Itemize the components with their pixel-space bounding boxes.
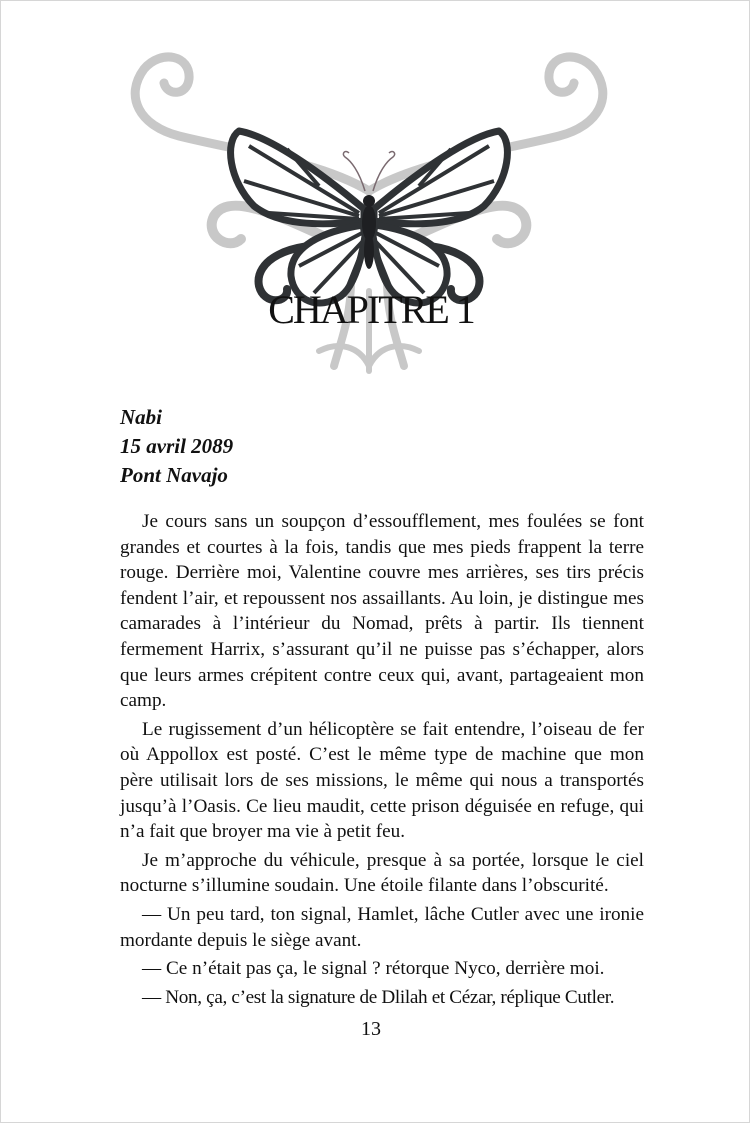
paragraph: Je cours sans un soupçon d’essoufflement, mes foulées se font grandes et courtes à la fois, tandis que mes pieds frappent la terre rouge. Derrière moi, Valentine couvre mes arrières, ses tirs précis fendent l’air, et repoussent nos assaillants. Au loin, je distingue mes camarades à l’intérieur du Nomad, prêts à partir. Ils tiennent fermement Harrix, s’assurant qu’il ne puisse pas s’échapper, alors que leurs armes crépitent contre ceux qui, avant, partageaient mon camp.: [120, 511, 644, 712]
chapter-location: Pont Navajo: [120, 463, 228, 487]
page-number: 13: [361, 1018, 381, 1040]
chapter-date: 15 avril 2089: [120, 434, 234, 458]
dialogue-line: — Ce n’était pas ça, le signal ? rétorque Nyco, derrière moi.: [142, 958, 605, 980]
paragraph: Je m’approche du véhicule, presque à sa portée, lorsque le ciel nocturne s’illumine soudain. Une étoile filante dans l’obscurité.: [120, 849, 644, 897]
character-name: Nabi: [120, 405, 162, 429]
chapter-body: [120, 509, 644, 1013]
chapter-title: CHAPITRE 1: [268, 287, 474, 332]
dialogue-line: — Un peu tard, ton signal, Hamlet, lâche Cutler avec une ironie mordante depuis le siège avant.: [120, 903, 644, 951]
chapter-header: [120, 403, 233, 490]
dialogue-line: — Non, ça, c’est la signature de Dlilah et Cézar, réplique Cutler.: [142, 986, 615, 1008]
paragraph: Le rugissement d’un hélicoptère se fait entendre, l’oiseau de fer où Appollox est posté. C’est le même type de machine que mon père utilisait lors de ses missions, le même qui nous a transportés jusqu’à l’Oasis. Ce lieu maudit, cette prison déguisée en refuge, qui n’a fait que broyer ma vie à petit feu.: [120, 718, 644, 843]
